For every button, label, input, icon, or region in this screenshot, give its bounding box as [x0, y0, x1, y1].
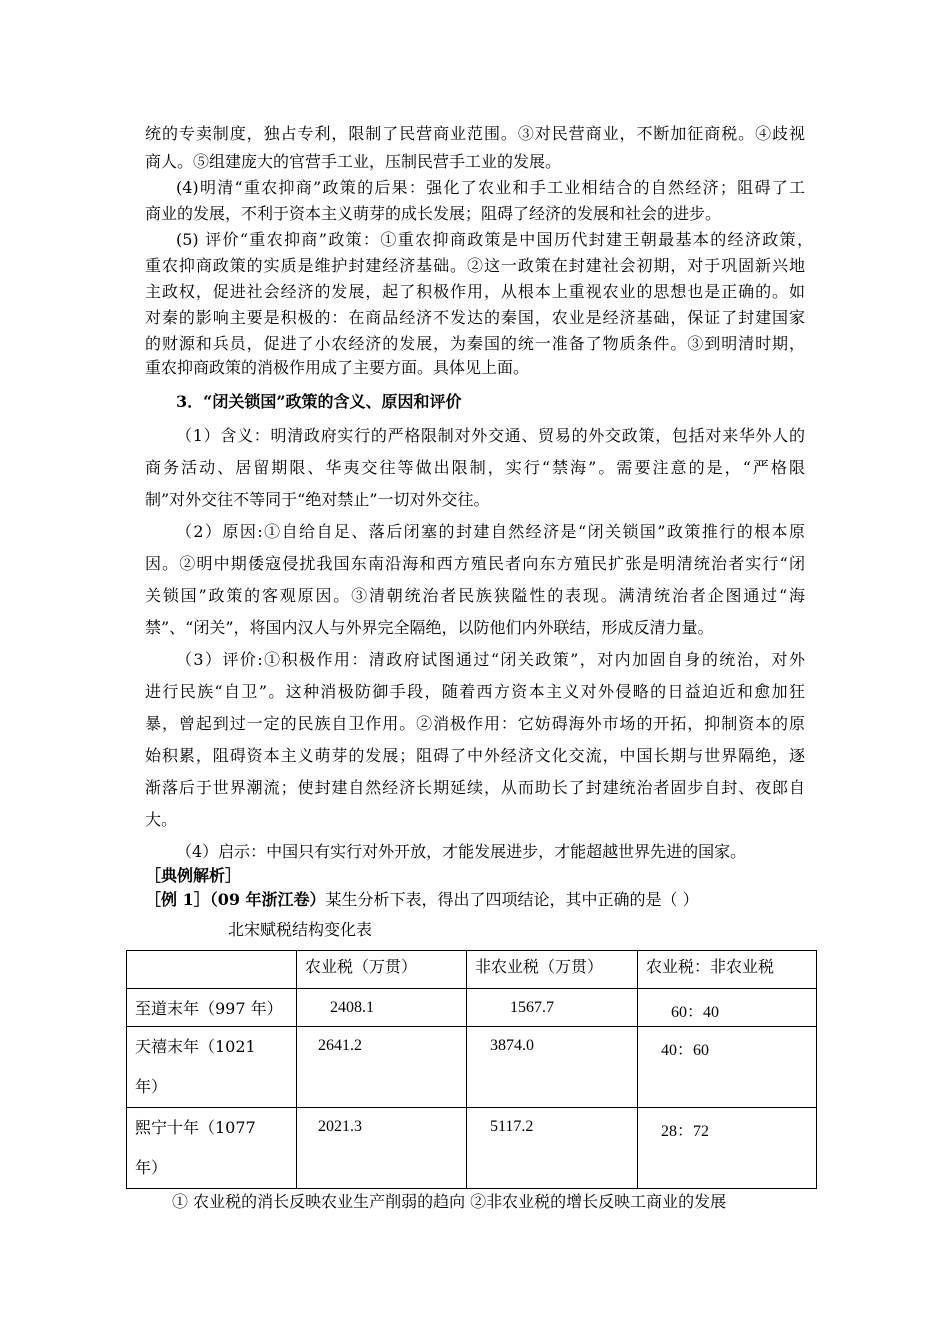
table-cell-agri: 2641.2: [297, 1027, 467, 1108]
paragraph-line: (4)明清“重农抑商”政策的后果：强化了农业和手工业相结合的自然经济；阻碍了工: [176, 178, 805, 197]
table-cell-period: 天禧末年（1021 年）: [127, 1027, 297, 1108]
table-caption: 北宋赋税结构变化表: [228, 920, 373, 939]
paragraph-line: 商人。⑤组建庞大的官营手工业，压制民营手工业的发展。: [145, 152, 562, 171]
example-question: 某生分析下表，得出了四项结论，其中正确的是（ ）: [325, 890, 699, 909]
table-header-cell: 农业税（万贯）: [297, 951, 467, 989]
table-cell-agri: 2021.3: [297, 1108, 467, 1189]
paragraph-line: 制”对外交往不等同于“绝对禁止”一切对外交往。: [145, 490, 490, 509]
paragraph-line: 大。: [145, 810, 178, 829]
table-row: [127, 1027, 817, 1108]
table-cell-agri: 2408.1: [297, 989, 467, 1027]
paragraph-line: 因。②明中期倭寇侵扰我国东南沿海和西方殖民者向东方殖民扩张是明清统治者实行“闭: [145, 554, 805, 573]
paragraph-line: 重农抑商政策的实质是维护封建经济基础。②这一政策在封建社会初期，对于巩固新兴地: [145, 256, 805, 275]
table-header-cell: [127, 951, 297, 989]
example-label: ［例 1］（09 年浙江卷）: [145, 890, 326, 909]
paragraph-line: 暴，曾起到过一定的民族自卫作用。②消极作用：它妨碍海外市场的开拓，抑制资本的原: [145, 714, 805, 733]
paragraph-line: 对秦的影响主要是积极的：在商品经济不发达的秦国，农业是经济基础，保证了封建国家: [145, 308, 805, 327]
table-cell-period: 熙宁十年（1077 年）: [127, 1108, 297, 1189]
section-heading: ［典例解析］: [145, 866, 242, 885]
table-cell-ratio: 40：60: [638, 1027, 817, 1108]
paragraph-line: 统的专卖制度，独占专利，限制了民营商业范围。③对民营商业，不断加征商税。④歧视: [145, 124, 805, 143]
paragraph-line: 商业的发展，不利于资本主义萌芽的成长发展；阻碍了经济的发展和社会的进步。: [145, 204, 722, 223]
paragraph-line: (5) 评价“重农抑商”政策：①重农抑商政策是中国历代封建王朝最基本的经济政策，: [176, 230, 813, 249]
table-header-cell: 农业税：非农业税: [638, 951, 817, 989]
example-line: [145, 890, 699, 910]
tax-structure-table: [126, 950, 817, 1189]
table-cell-ratio: 28：72: [638, 1108, 817, 1189]
paragraph-line: （3）评价:①积极作用：清政府试图通过“闭关政策”，对内加固自身的统治，对外: [176, 650, 805, 669]
paragraph-line: 商务活动、居留期限、华夷交往等做出限制，实行“禁海”。需要注意的是，“严格限: [145, 458, 805, 477]
paragraph-line: 主政权，促进社会经济的发展，起了积极作用，从根本上重视农业的思想也是正确的。如: [145, 282, 805, 301]
table-cell-ratio: 60：40: [638, 989, 817, 1027]
paragraph-line: 始积累，阻碍资本主义萌芽的发展；阻碍了中外经济文化交流，中国长期与世界隔绝，逐: [145, 746, 805, 765]
table-cell-nonagri: 3874.0: [467, 1027, 638, 1108]
answer-options-line: ① 农业税的消长反映农业生产削弱的趋向 ②非农业税的增长反映工商业的发展: [172, 1192, 727, 1211]
paragraph-line: 进行民族“自卫”。这种消极防御手段，随着西方资本主义对外侵略的日益迫近和愈加狂: [145, 682, 805, 701]
paragraph-line: （2）原因:①自给自足、落后闭塞的封建自然经济是“闭关锁国”政策推行的根本原: [176, 522, 805, 541]
section-heading: 3．“闭关锁国”政策的含义、原因和评价: [176, 392, 462, 411]
table-cell-nonagri: 5117.2: [467, 1108, 638, 1189]
table-cell-period: 至道末年（997 年）: [127, 989, 297, 1027]
paragraph-line: 禁”、“闭关”，将国内汉人与外界完全隔绝，以防他们内外联结，形成反清力量。: [145, 618, 714, 637]
paragraph-line: （4）启示：中国只有实行对外开放，才能发展进步，才能超越世界先进的国家。: [176, 842, 747, 861]
table-row: [127, 1108, 817, 1189]
table-header-cell: 非农业税（万贯）: [467, 951, 638, 989]
paragraph-line: （1）含义：明清政府实行的严格限制对外交通、贸易的外交政策，包括对来华外人的: [176, 426, 805, 445]
paragraph-line: 的财源和兵员，促进了小农经济的发展，为秦国的统一准备了物质条件。③到明清时期，: [145, 334, 805, 353]
paragraph-line: 关锁国”政策的客观原因。③清朝统治者民族狭隘性的表现。满清统治者企图通过“海: [145, 586, 805, 605]
paragraph-line: 渐落后于世界潮流；使封建自然经济长期延续，从而助长了封建统治者固步自封、夜郎自: [145, 778, 805, 797]
table-header-row: [127, 951, 817, 989]
paragraph-line: 重农抑商政策的消极作用成了主要方面。具体见上面。: [145, 358, 530, 377]
table-cell-nonagri: 1567.7: [467, 989, 638, 1027]
table-row: [127, 989, 817, 1027]
